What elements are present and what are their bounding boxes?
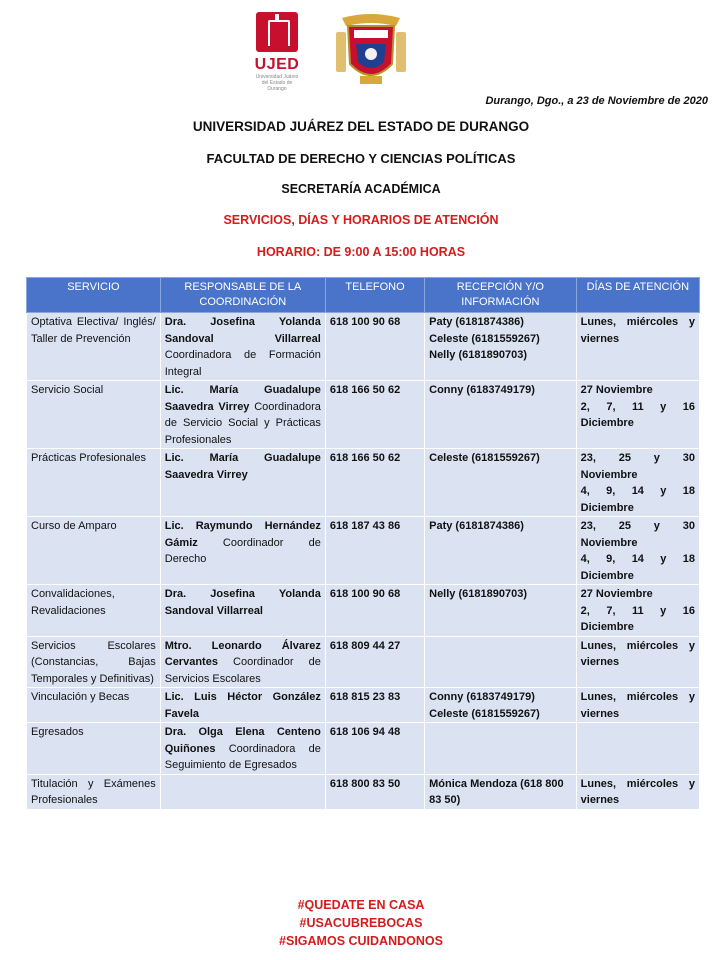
telefono-cell: 618 166 50 62	[325, 381, 424, 449]
servicio-cell: Titulación y Exámenes Profesionales	[27, 774, 161, 809]
recepcion-cell	[425, 688, 577, 723]
servicio-cell: Convalidaciones, Revalidaciones	[27, 585, 161, 637]
recepcion-cell	[425, 723, 577, 775]
ujed-logo	[252, 12, 302, 94]
table-row	[27, 723, 700, 775]
servicio-cell: Egresados	[27, 723, 161, 775]
responsable-cell	[160, 449, 325, 517]
ujed-logo-subtitle: Universidad Juárez del Estado de Durango	[255, 74, 299, 92]
recepcion-contact: Celeste (6181559267)	[429, 452, 540, 464]
dias-cell	[576, 774, 699, 809]
responsable-role: Coordinador de Servicios Escolares	[164, 656, 321, 685]
recepcion-contact: Paty (6181874386)	[429, 520, 524, 532]
dias-cell	[576, 723, 699, 775]
dias-line: Lunes, miércoles y viernes	[580, 639, 695, 668]
responsable-name: Dra. Olga Elena Centeno Quiñones	[164, 726, 321, 755]
dias-line: 23, 25 y 30 Noviembre	[580, 520, 695, 549]
dias-cell	[576, 585, 699, 637]
responsable-role: Coordinadora de Seguimiento de Egresados	[164, 742, 321, 771]
table-row	[27, 774, 700, 809]
recepcion-contact: Nelly (6181890703)	[429, 349, 527, 361]
dias-line: Lunes, miércoles y viernes	[580, 691, 695, 720]
dias-cell	[576, 688, 699, 723]
schedule-heading: HORARIO: DE 9:00 A 15:00 HORAS	[256, 245, 466, 259]
responsable-cell	[160, 636, 325, 688]
table-row	[27, 636, 700, 688]
secretariat-heading: SECRETARÍA ACADÉMICA	[281, 182, 441, 196]
dias-cell	[576, 381, 699, 449]
telefono-cell: 618 100 90 68	[325, 585, 424, 637]
recepcion-cell	[425, 381, 577, 449]
faculty-heading: FACULTAD DE DERECHO Y CIENCIAS POLÍTICAS	[206, 151, 516, 166]
table-row	[27, 449, 700, 517]
dias-line: 23, 25 y 30 Noviembre	[580, 452, 695, 481]
header-servicio: SERVICIO	[27, 278, 161, 313]
responsable-cell	[160, 381, 325, 449]
recepcion-contact: Conny (6183749179)	[429, 384, 535, 396]
responsable-cell	[160, 688, 325, 723]
ujed-building-icon	[256, 12, 298, 52]
recepcion-contact: Celeste (6181559267)	[429, 332, 540, 345]
servicio-cell: Prácticas Profesionales	[27, 449, 161, 517]
telefono-cell: 618 800 83 50	[325, 774, 424, 809]
servicio-cell: Curso de Amparo	[27, 517, 161, 585]
dias-line: 27 Noviembre	[580, 588, 653, 600]
hashtag-cubrebocas: #USACUBREBOCAS	[299, 916, 423, 930]
dias-line: Lunes, miércoles y viernes	[580, 316, 695, 345]
recepcion-cell	[425, 774, 577, 809]
servicio-cell: Optativa Electiva/ Inglés/ Taller de Prevención	[27, 313, 161, 381]
responsable-cell	[160, 585, 325, 637]
responsable-name: Lic. María Guadalupe Saavedra Virrey	[164, 452, 321, 481]
recepcion-cell	[425, 636, 577, 688]
responsable-name: Lic. María Guadalupe Saavedra Virrey	[164, 384, 321, 413]
table-row	[27, 381, 700, 449]
recepcion-contact: Celeste (6181559267)	[429, 707, 540, 720]
responsable-name: Lic. Raymundo Hernández Gámiz	[164, 520, 321, 549]
university-heading: UNIVERSIDAD JUÁREZ DEL ESTADO DE DURANGO	[192, 119, 530, 134]
recepcion-contact: Nelly (6181890703)	[429, 588, 527, 600]
table-row	[27, 585, 700, 637]
dias-line: 2, 7, 11 y 16 Diciembre	[580, 604, 695, 633]
table-row	[27, 517, 700, 585]
recepcion-cell	[425, 313, 577, 381]
telefono-cell: 618 106 94 48	[325, 723, 424, 775]
header-dias: DÍAS DE ATENCIÓN	[576, 278, 699, 313]
responsable-cell	[160, 517, 325, 585]
servicio-cell: Vinculación y Becas	[27, 688, 161, 723]
table-row	[27, 313, 700, 381]
servicio-cell: Servicio Social	[27, 381, 161, 449]
header-recepcion: RECEPCIÓN Y/O INFORMACIÓN	[425, 278, 577, 313]
dias-line: 4, 9, 14 y 18 Diciembre	[580, 485, 695, 514]
faculty-crest-icon	[334, 12, 408, 90]
responsable-name: Dra. Josefina Yolanda Sandoval Villarreal	[164, 588, 321, 617]
document-date: Durango, Dgo., a 23 de Noviembre de 2020	[485, 95, 708, 107]
services-table	[26, 277, 700, 810]
recepcion-cell	[425, 517, 577, 585]
responsable-role: Coordinadora de Servicio Social y Prácticas Profesionales	[164, 400, 321, 446]
responsable-name: Mtro. Leonardo Álvarez Cervantes	[164, 639, 321, 668]
services-heading: SERVICIOS, DÍAS Y HORARIOS DE ATENCIÓN	[223, 213, 499, 227]
responsable-cell	[160, 723, 325, 775]
recepcion-cell	[425, 585, 577, 637]
dias-line: 2, 7, 11 y 16 Diciembre	[580, 400, 695, 429]
recepcion-contact: Conny (6183749179)	[429, 691, 535, 703]
telefono-cell: 618 100 90 68	[325, 313, 424, 381]
table-header-row	[27, 278, 700, 313]
ujed-logo-text: UJED	[254, 56, 300, 73]
responsable-name: Dra. Josefina Yolanda Sandoval Villarreal	[164, 316, 321, 345]
recepcion-cell	[425, 449, 577, 517]
responsable-cell	[160, 313, 325, 381]
responsable-role: Coordinadora de Formación Integral	[164, 349, 321, 378]
responsable-name: Lic. Luis Héctor González Favela	[164, 691, 321, 720]
dias-line: 27 Noviembre	[580, 384, 653, 396]
telefono-cell: 618 166 50 62	[325, 449, 424, 517]
dias-line: 4, 9, 14 y 18 Diciembre	[580, 553, 695, 582]
header-telefono: TELEFONO	[325, 278, 424, 313]
dias-cell	[576, 313, 699, 381]
telefono-cell: 618 809 44 27	[325, 636, 424, 688]
dias-cell	[576, 449, 699, 517]
table-row	[27, 688, 700, 723]
hashtag-cuidandonos: #SIGAMOS CUIDANDONOS	[279, 934, 443, 948]
header-responsable: RESPONSABLE DE LA COORDINACIÓN	[160, 278, 325, 313]
responsable-cell	[160, 774, 325, 809]
dias-line: Lunes, miércoles y viernes	[580, 777, 695, 806]
dias-cell	[576, 517, 699, 585]
responsable-role: Coordinador de Derecho	[164, 536, 321, 565]
recepcion-contact: Paty (6181874386)	[429, 316, 524, 328]
recepcion-contact: Mónica Mendoza (618 800 83 50)	[429, 777, 564, 806]
telefono-cell: 618 815 23 83	[325, 688, 424, 723]
dias-cell	[576, 636, 699, 688]
telefono-cell: 618 187 43 86	[325, 517, 424, 585]
servicio-cell: Servicios Escolares (Constancias, Bajas Temporales y Definitivas)	[27, 636, 161, 688]
hashtag-quedate: #QUEDATE EN CASA	[297, 898, 425, 912]
